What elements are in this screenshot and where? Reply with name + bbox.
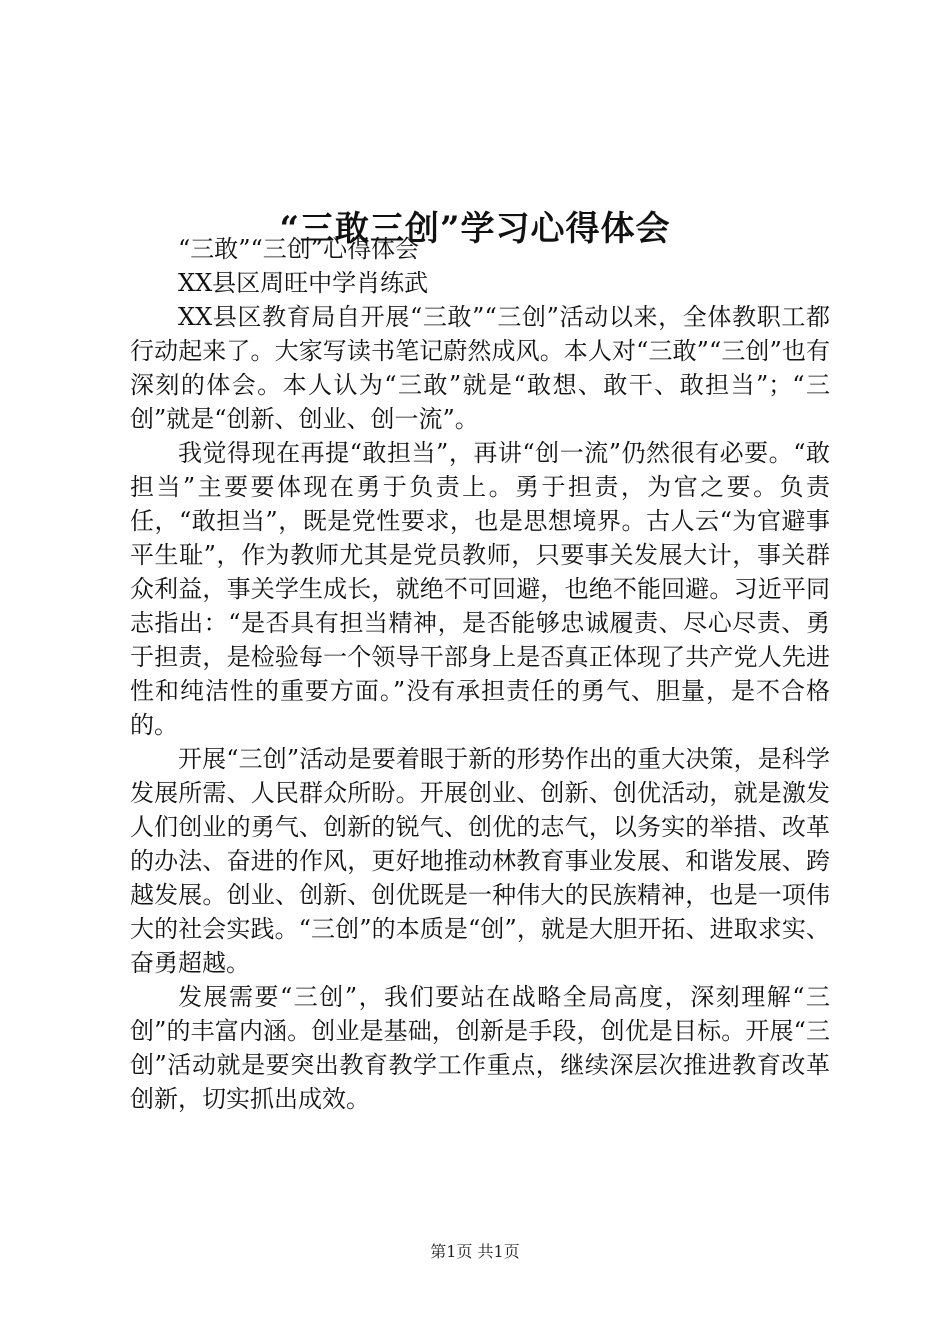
- body-paragraph-2: 我觉得现在再提“敢担当”，再讲“创一流”仍然很有必要。“敢担当”主要要体现在勇于负责上。勇于担责，为官之要。负责任，“敢担当”，既是党性要求，也是思想境界。古人云“为官避事平生耻”，作为教师尤其是党员教师，只要事关发展大计，事关群众利益，事关学生成长，就绝不可回避，也绝不能回避。习近平同志指出：“是否具有担当精神，是否能够忠诚履责、尽心尽责、勇于担责，是检验每一个领导干部身上是否真正体现了共产党人先进性和纯洁性的重要方面。”没有承担责任的勇气、胆量，是不合格的。: [130, 439, 830, 739]
- body-paragraph-3: 开展“三创”活动是要着眼于新的形势作出的重大决策，是科学发展所需、人民群众所盼。开展创业、创新、创优活动，就是激发人们创业的勇气、创新的锐气、创优的志气，以务实的举措、改革的办法、奋进的作风，更好地推动林教育事业发展、和谐发展、跨越发展。创业、创新、创优既是一种伟大的民族精神，也是一项伟大的社会实践。“三创”的本质是“创”，就是大胆开拓、进取求实、奋勇超越。: [130, 745, 830, 977]
- document-title: “三敢三创”学习心得体会: [279, 208, 671, 249]
- document-body: [130, 232, 830, 1116]
- subtitle-paragraph: “三敢”“三创”心得体会: [178, 235, 420, 263]
- body-paragraph-4: 发展需要“三创”，我们要站在战略全局高度，深刻理解“三创”的丰富内涵。创业是基础，创新是手段，创优是目标。开展“三创”活动就是要突出教育教学工作重点，继续深层次推进教育改革创新，切实抓出成效。: [130, 983, 830, 1113]
- author-paragraph: XX县区周旺中学肖练武: [178, 269, 429, 297]
- body-paragraph-1: XX县区教育局自开展“三敢”“三创”活动以来，全体教职工都行动起来了。大家写读书笔记蔚然成风。本人对“三敢”“三创”也有深刻的体会。本人认为“三敢”就是“敢想、敢干、敢担当”；“三创”就是“创新、创业、创一流”。: [130, 303, 830, 433]
- page-footer: 第1页 共1页: [430, 1242, 520, 1261]
